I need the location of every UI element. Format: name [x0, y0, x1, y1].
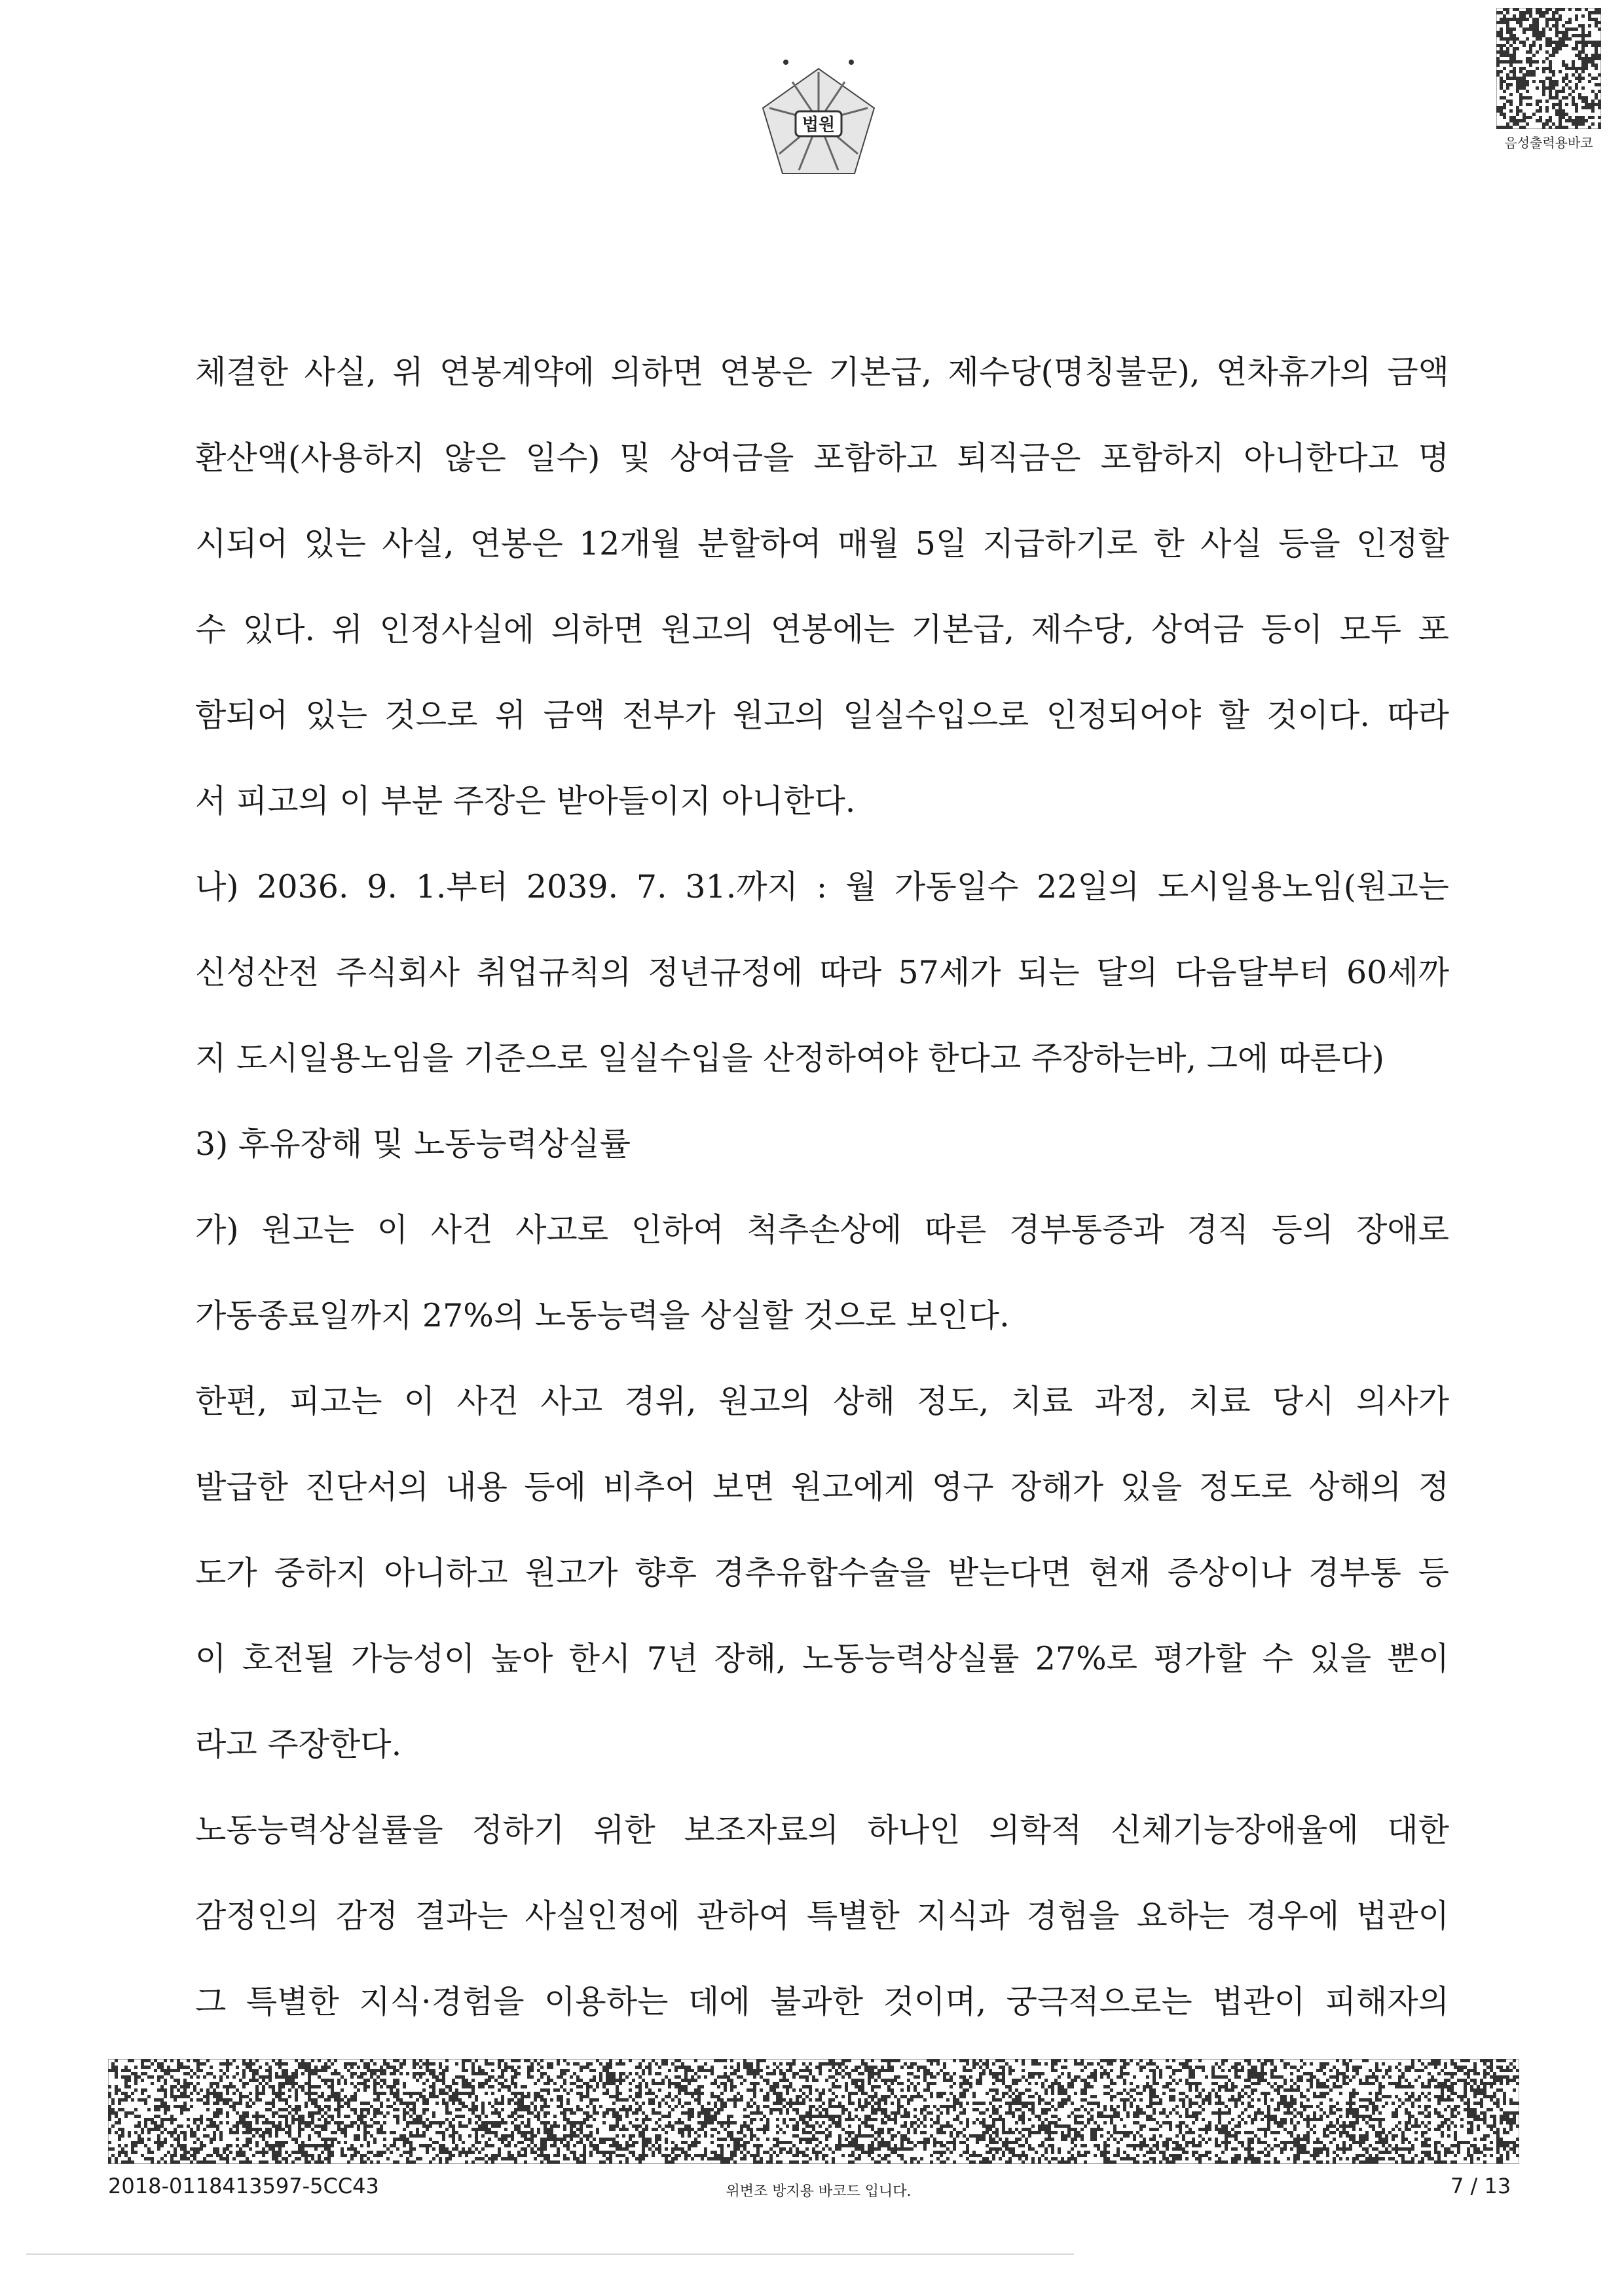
text-line: 감정인의 감정 결과는 사실인정에 관하여 특별한 지식과 경험을 요하는 경우에 법관이 — [195, 1897, 1449, 1935]
body-text — [195, 329, 1449, 2130]
emblem-label: 법원 — [802, 115, 836, 135]
text-line: 발급한 진단서의 내용 등에 비추어 보면 원고에게 영구 장해가 있을 정도로 상해의 정 — [195, 1468, 1449, 1506]
document-id: 2018-0118413597-5CC43 — [108, 2174, 379, 2198]
qr-code-icon — [1496, 8, 1601, 129]
text-line: 가동종료일까지 27%의 노동능력을 상실할 것으로 보인다. — [195, 1297, 1010, 1334]
text-line: 3) 후유장해 및 노동능력상실률 — [195, 1125, 631, 1163]
text-line: 나) 2036. 9. 1.부터 2039. 7. 31.까지 : 월 가동일수 22일의 도시일용노임(원고는 — [195, 868, 1449, 905]
text-line: 노동능력상실률을 정하기 위한 보조자료의 하나인 의학적 신체기능장애율에 대한 — [195, 1812, 1449, 1849]
text-line: 서 피고의 이 부분 주장은 받아들이지 아니한다. — [195, 782, 856, 820]
text-line: 가) 원고는 이 사건 사고로 인하여 척추손상에 따른 경부통증과 경직 등의 장애로 — [195, 1211, 1449, 1248]
text-line: 도가 중하지 아니하고 원고가 향후 경추유합수술을 받는다면 현재 증상이나 경부통 등 — [195, 1554, 1449, 1592]
text-line: 체결한 사실, 위 연봉계약에 의하면 연봉은 기본급, 제수당(명칭불문), 연차휴가의 금액 — [195, 354, 1449, 391]
court-emblem — [747, 46, 891, 210]
barcode-note: 위변조 방지용 바코드 입니다. — [726, 2183, 912, 2200]
text-line: 시되어 있는 사실, 연봉은 12개월 분할하여 매월 5일 지급하기로 한 사실 등을 인정할 — [195, 525, 1449, 562]
anti-forgery-barcode-icon — [108, 2059, 1519, 2164]
text-line: 수 있다. 위 인정사실에 의하면 원고의 연봉에는 기본급, 제수당, 상여금 등이 모두 포 — [195, 611, 1449, 648]
text-line: 지 도시일용노임을 기준으로 일실수입을 산정하여야 한다고 주장하는바, 그에 따른다) — [195, 1040, 1384, 1077]
text-line: 이 호전될 가능성이 높아 한시 7년 장해, 노동능력상실률 27%로 평가할 수 있을 뿐이 — [195, 1640, 1449, 1677]
text-line: 한편, 피고는 이 사건 사고 경위, 원고의 상해 정도, 치료 과정, 치료 당시 의사가 — [195, 1383, 1449, 1420]
qr-caption: 음성출력용바코 — [1504, 135, 1593, 151]
text-line: 신성산전 주식회사 취업규칙의 정년규정에 따라 57세가 되는 달의 다음달부터 60세까 — [195, 954, 1449, 991]
page-number: 7 / 13 — [1450, 2174, 1511, 2198]
text-line: 그 특별한 지식·경험을 이용하는 데에 불과한 것이며, 궁극적으로는 법관이 피해자의 — [195, 1983, 1449, 2020]
text-line: 환산액(사용하지 않은 일수) 및 상여금을 포함하고 퇴직금은 포함하지 아니한다고 명 — [195, 439, 1449, 477]
text-line: 라고 주장한다. — [195, 1726, 402, 1763]
scan-divider — [26, 2253, 1074, 2255]
text-line: 함되어 있는 것으로 위 금액 전부가 원고의 일실수입으로 인정되어야 할 것이다. 따라 — [195, 697, 1449, 734]
